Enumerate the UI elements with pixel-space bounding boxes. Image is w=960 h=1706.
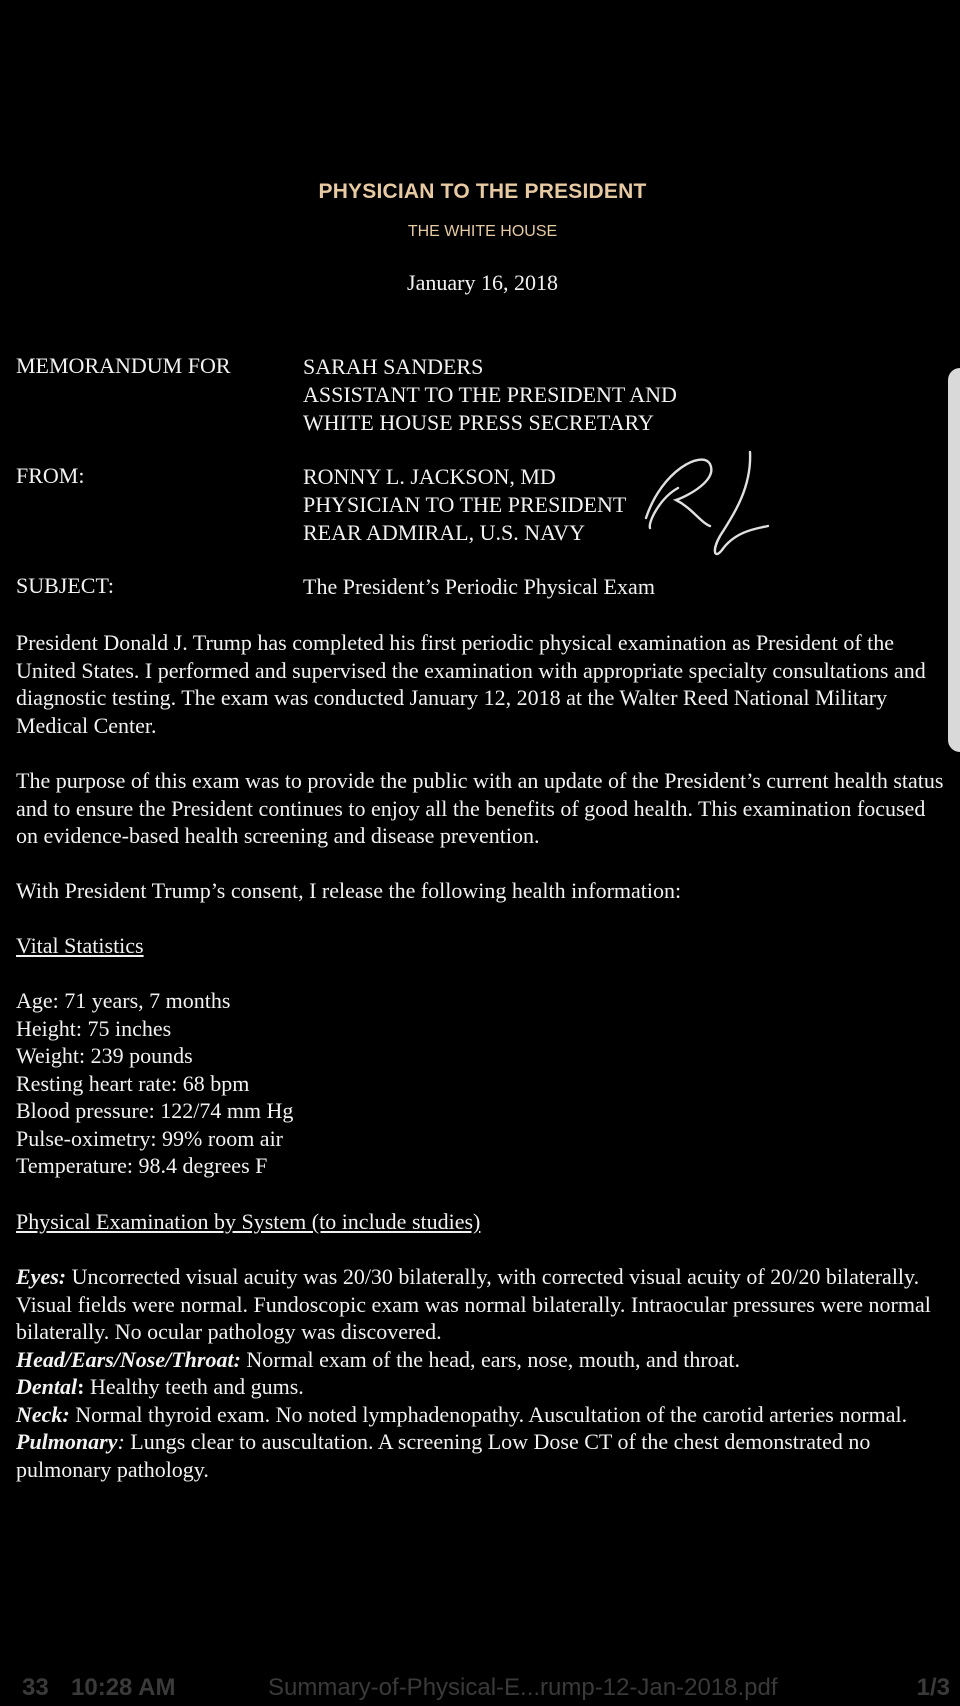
exam-dental: [16, 1373, 948, 1401]
exam-eyes-label: Eyes:: [16, 1264, 67, 1289]
viewer-status-bar: [0, 1670, 960, 1706]
memo-from-line: PHYSICIAN TO THE PRESIDENT: [303, 492, 627, 517]
exam-pulmonary: [16, 1428, 948, 1483]
memo-for-line: SARAH SANDERS: [303, 354, 484, 379]
signature-initials: [640, 440, 770, 570]
memo-from-label: FROM:: [16, 463, 85, 488]
status-time: 10:28 AM: [71, 1674, 176, 1701]
exam-dental-text: Healthy teeth and gums.: [84, 1374, 304, 1399]
memo-for-line: WHITE HOUSE PRESS SECRETARY: [303, 410, 654, 435]
exam-dental-colon: :: [77, 1374, 85, 1399]
intro-paragraph: President Donald J. Trump has completed his first periodic physical examination as President of the United States. I performed and supervised the examination with appropriate specialty consultations and diagnostic testing. The exam was conducted January 12, 2018 at the Walter Reed National Military Medical Center.: [16, 630, 926, 738]
page-indicator: 1/3: [916, 1674, 950, 1701]
memo-from-sender: [303, 463, 626, 547]
exam-heent-text: Normal exam of the head, ears, nose, mouth, and throat.: [240, 1346, 741, 1372]
memo-date: January 16, 2018: [407, 270, 558, 295]
memo-subject-value: The President’s Periodic Physical Exam: [303, 574, 655, 599]
memo-from-line: RONNY L. JACKSON, MD: [303, 464, 556, 489]
memo-from-line: REAR ADMIRAL, U.S. NAVY: [303, 520, 585, 545]
exam-eyes: [16, 1263, 948, 1346]
vital-heart-rate: Resting heart rate: 68 bpm: [16, 1070, 250, 1096]
exam-heent-label: Head/Ears/Nose/Throat:: [16, 1346, 241, 1372]
exam-eyes-text: Uncorrected visual acuity was 20/30 bilaterally, with corrected visual acuity of 20/20 bilaterally. Visual fields were normal. Fundoscopic exam was normal bilaterally. Intraocular pressures were normal bilaterally. No ocular pathology was discovered.: [16, 1264, 931, 1344]
scroll-handle[interactable]: [948, 368, 960, 752]
vital-temperature: Temperature: 98.4 degrees F: [16, 1153, 268, 1178]
letterhead-title: PHYSICIAN TO THE PRESIDENT: [318, 180, 647, 203]
status-number: 33: [22, 1674, 49, 1701]
exam-pulmonary-colon: :: [117, 1429, 125, 1454]
exam-neck: [16, 1401, 948, 1429]
vital-height: Height: 75 inches: [16, 1015, 172, 1041]
consent-paragraph: With President Trump’s consent, I release the following health information:: [16, 878, 682, 903]
memo-for-recipient: [303, 353, 677, 437]
vital-blood-pressure: Blood pressure: 122/74 mm Hg: [16, 1098, 294, 1123]
vital-age: Age: 71 years, 7 months: [16, 988, 231, 1013]
vital-weight: Weight: 239 pounds: [16, 1043, 193, 1068]
vital-statistics-list: [16, 987, 948, 1180]
physical-exam-findings: [16, 1263, 948, 1483]
letterhead-subtitle: THE WHITE HOUSE: [407, 223, 558, 240]
memo-subject-label: SUBJECT:: [16, 573, 114, 598]
exam-neck-text: Normal thyroid exam. No noted lymphadenopathy. Auscultation of the carotid arteries normal.: [69, 1401, 908, 1427]
vital-pulse-oximetry: Pulse-oximetry: 99% room air: [16, 1125, 284, 1151]
memo-for-line: ASSISTANT TO THE PRESIDENT AND: [303, 382, 677, 407]
exam-pulmonary-label: Pulmonary: [16, 1429, 118, 1454]
exam-heent: [16, 1346, 948, 1374]
exam-neck-label: Neck:: [16, 1401, 70, 1427]
document-filename: Summary-of-Physical-E...rump-12-Jan-2018.pdf: [268, 1674, 778, 1701]
vital-statistics-heading: Vital Statistics: [16, 933, 144, 958]
purpose-paragraph: The purpose of this exam was to provide the public with an update of the President’s current health status and to ensure the President continues to enjoy all the benefits of good health. This examination focused on evidence-based health screening and disease prevention.: [16, 768, 944, 848]
physical-exam-heading: Physical Examination by System (to include studies): [16, 1209, 481, 1234]
exam-pulmonary-text: Lungs clear to auscultation. A screening Low Dose CT of the chest demonstrated no pulmonary pathology.: [16, 1429, 871, 1482]
exam-dental-label: Dental: [16, 1374, 78, 1399]
memo-for-label: MEMORANDUM FOR: [16, 353, 231, 378]
